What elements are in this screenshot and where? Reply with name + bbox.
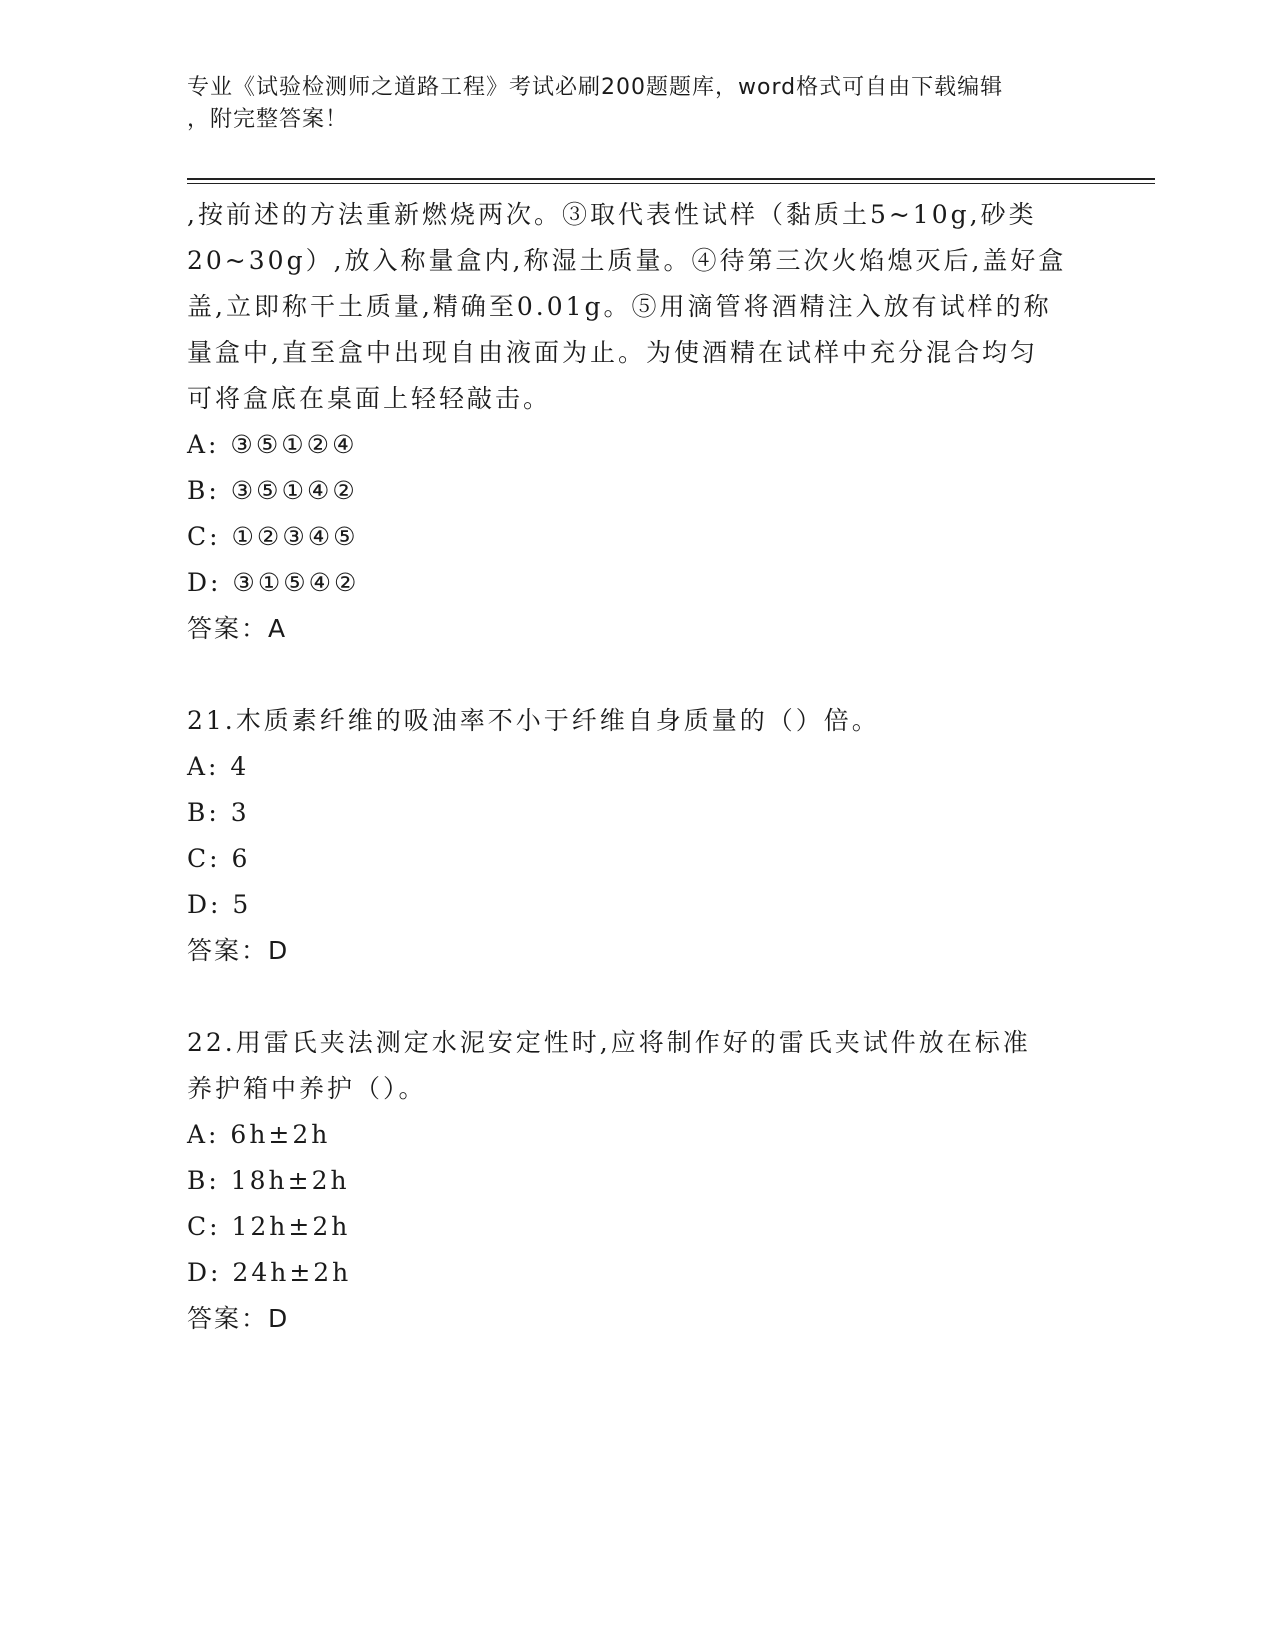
question-20-option-c: C: ①②③④⑤ bbox=[187, 522, 359, 551]
question-21-option-c: C: 6 bbox=[187, 844, 251, 873]
question-21-option-d: D: 5 bbox=[187, 890, 252, 919]
spacer bbox=[187, 974, 1087, 1020]
question-22-option-a: A: 6h±2h bbox=[187, 1120, 331, 1149]
question-22-option-d: D: 24h±2h bbox=[187, 1258, 352, 1287]
question-20-text-line3: 盖,立即称干土质量,精确至0.01g。⑤用滴管将酒精注入放有试样的称 bbox=[187, 292, 1052, 321]
question-20-text-line5: 可将盒底在桌面上轻轻敲击。 bbox=[187, 384, 552, 413]
document-body bbox=[187, 192, 1087, 1342]
question-20-text-line4: 量盒中,直至盒中出现自由液面为止。为使酒精在试样中充分混合均匀 bbox=[187, 338, 1038, 367]
question-20-option-d: D: ③①⑤④② bbox=[187, 568, 360, 597]
question-22 bbox=[187, 1020, 1087, 1342]
question-22-text-line1: 22.用雷氏夹法测定水泥安定性时,应将制作好的雷氏夹试件放在标准 bbox=[187, 1028, 1031, 1057]
header-title-line2: ，附完整答案！ bbox=[187, 107, 349, 132]
question-20-text-line1: ,按前述的方法重新燃烧两次。③取代表性试样（黏质土5~10g,砂类 bbox=[187, 200, 1037, 229]
question-20 bbox=[187, 192, 1087, 652]
question-21-option-b: B: 3 bbox=[187, 798, 250, 827]
question-22-option-b: B: 18h±2h bbox=[187, 1166, 350, 1195]
question-20-option-a: A: ③⑤①②④ bbox=[187, 430, 358, 459]
question-22-text-line2: 养护箱中养护（）。 bbox=[187, 1074, 427, 1103]
page-header bbox=[187, 72, 1067, 136]
question-20-option-b: B: ③⑤①④② bbox=[187, 476, 358, 505]
question-21-text-line1: 21.木质素纤维的吸油率不小于纤维自身质量的（）倍。 bbox=[187, 706, 880, 735]
spacer bbox=[187, 652, 1087, 698]
question-21-option-a: A: 4 bbox=[187, 752, 250, 781]
question-22-option-c: C: 12h±2h bbox=[187, 1212, 351, 1241]
question-20-answer: 答案：A bbox=[187, 614, 288, 643]
question-20-text-line2: 20~30g）,放入称量盒内,称湿土质量。④待第三次火焰熄灭后,盖好盒 bbox=[187, 246, 1067, 275]
question-21-answer: 答案：D bbox=[187, 936, 290, 965]
question-21 bbox=[187, 698, 1087, 974]
question-22-answer: 答案：D bbox=[187, 1304, 290, 1333]
header-title-line1: 专业《试验检测师之道路工程》考试必刷200题题库，word格式可自由下载编辑 bbox=[187, 75, 1004, 100]
header-divider bbox=[187, 178, 1155, 184]
